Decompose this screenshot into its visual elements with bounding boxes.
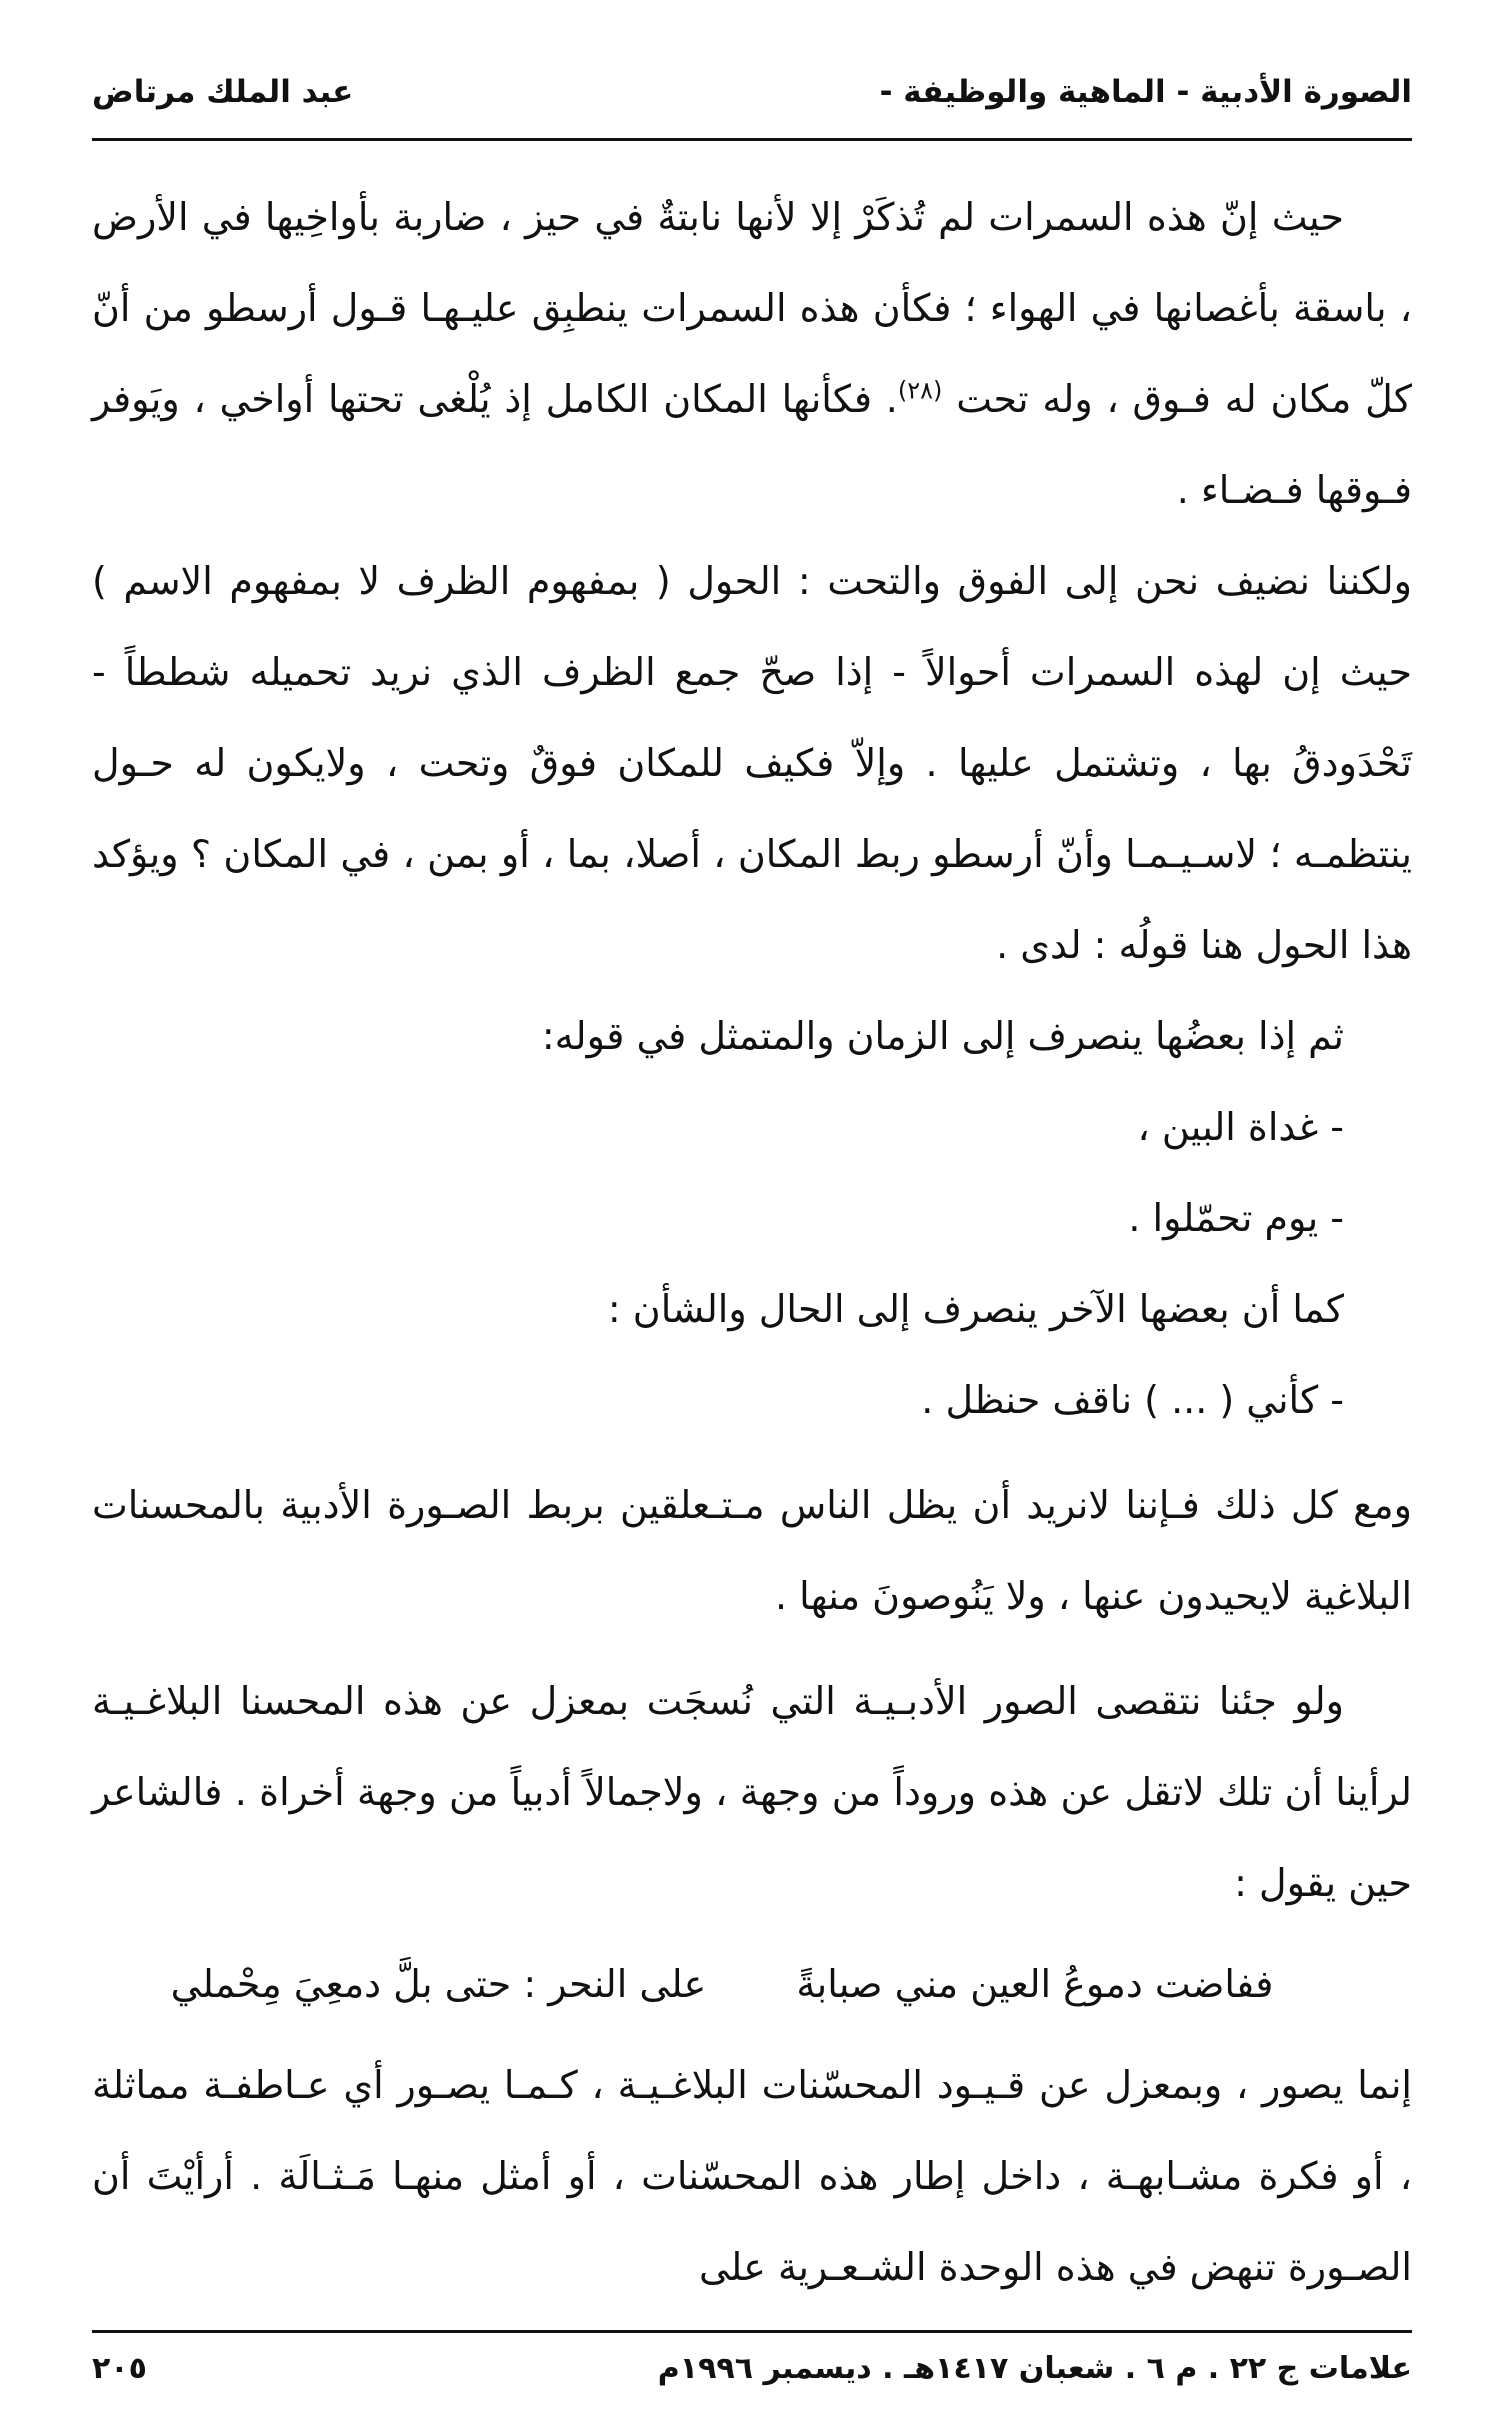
- body-text: [92, 172, 1412, 2313]
- list-item-2: - يوم تحمّلوا .: [1128, 1196, 1344, 1240]
- header-author: عبد الملك مرتاض: [92, 74, 354, 110]
- poem-verse: [92, 1939, 1412, 2030]
- paragraph-2: ولكننا نضيف نحن إلى الفوق والتحت : الحول ( بمفهوم الظرف لا بمفهوم الاسم ) حيث إن لهذه السمرات أحوالاً - إذا صحّ جمع الظرف الذي نريد تحميله شططاً - تَحْدَودقُ بها ، وتشتمل عليها . وإلاّ فكيف للمكان فوقٌ وتحت ، ولايكون له حـول ينتظمـه ؛ لاسـيـمـا وأنّ أرسطو ربط المكان ، أصلا، بما ، أو بمن ، في المكان ؟ ويؤكد هذا الحول هنا قولُه : لدى .: [92, 559, 1412, 967]
- list-item-3: - كأني ( ... ) ناقف حنظل .: [921, 1378, 1344, 1422]
- page-footer: [92, 2340, 1412, 2396]
- paragraph-3: ثم إذا بعضُها ينصرف إلى الزمان والمتمثل في قوله:: [541, 1014, 1344, 1058]
- running-head: [92, 62, 1412, 122]
- verse-second-hemistich: على النحر : حتى بلَّ دمعِيَ مِحْملي: [170, 1962, 707, 2006]
- header-rule: [92, 138, 1412, 141]
- paragraph-1-end: . فكأنها المكان الكامل إذ يُلْغى تحتها أواخي ، ويَوفر فـوقها فـضـاء .: [92, 377, 1412, 512]
- header-title: الصورة الأدبية - الماهية والوظيفة -: [879, 74, 1412, 110]
- paragraph-1-start: حيث إنّ هذه السمرات لم تُذكَرْ إلا لأنها نابتةٌ في حيز ، ضاربة بأواخِيها في الأرض ، باسقة بأغصانها في الهواء ؛ فكأن هذه السمرات ينطبِق عليـهـا قـول أرسطو من أنّ كلّ مكان له فـوق ، وله تحت: [92, 195, 1412, 421]
- list-item-1: - غداة البين ،: [1137, 1105, 1344, 1149]
- footer-rule: [92, 2330, 1412, 2333]
- paragraph-7: إنما يصور ، وبمعزل عن قـيـود المحسّنات البلاغـيـة ، كـمـا يصـور أي عـاطفـة مماثلة ، أو فكرة مشـابهـة ، داخل إطار هذه المحسّنات ، أو أمثل منهـا مَـثـالَة . أرأيْتَ أن الصـورة تنهض في هذه الوحدة الشـعـرية على: [92, 2063, 1412, 2289]
- paragraph-5: ومع كل ذلك فـإننا لانريد أن يظل الناس مـتـعلقين بربط الصـورة الأدبية بالمحسنات البلاغية لايحيدون عنها ، ولا يَنُوصونَ منها .: [92, 1483, 1412, 1618]
- footer-citation: علامات ج ٢٢ . م ٦ . شعبان ١٤١٧هـ . ديسمبر ١٩٩٦م: [657, 2350, 1412, 2386]
- paragraph-6: ولو جئنا نتقصى الصور الأدبـيـة التي نُسجَت بمعزل عن هذه المحسنا البلاغـيـة لرأينا أن تلك لاتقل عن هذه وروداً من وجهة ، ولاجمالاً أدبياً من وجهة أخراة . فالشاعر حين يقول :: [92, 1679, 1412, 1905]
- footnote-reference: (٢٨): [897, 376, 943, 405]
- page-number: ٢٠٥: [92, 2350, 147, 2386]
- paragraph-1: [92, 172, 1412, 536]
- verse-first-hemistich: ففاضت دموعُ العين مني صبابةً: [796, 1962, 1274, 2006]
- paragraph-4: كما أن بعضها الآخر ينصرف إلى الحال والشأن :: [607, 1287, 1344, 1331]
